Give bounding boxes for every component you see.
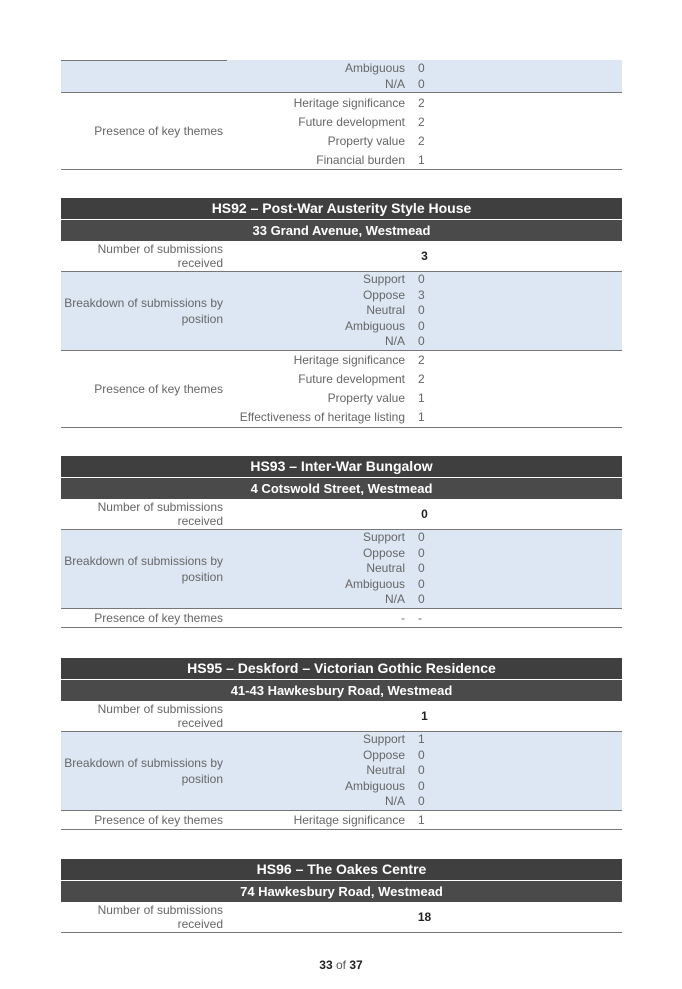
top-fragment — [61, 60, 622, 170]
table-address: 33 Grand Avenue, Westmead — [61, 219, 622, 241]
position-row: Neutral 0 — [366, 763, 425, 778]
table-title: HS95 – Deskford – Victorian Gothic Residence — [61, 658, 622, 679]
breakdown-label: Breakdown of submissions by position — [64, 296, 223, 326]
position-row: Ambiguous 0 — [344, 778, 425, 793]
heritage-table-hs93 — [61, 456, 622, 628]
submissions-count: 0 — [421, 507, 428, 521]
theme-row: Effectiveness of heritage listing 1 — [239, 410, 425, 424]
themes-label: Presence of key themes — [94, 382, 223, 396]
position-row: Ambiguous 0 — [344, 318, 425, 333]
theme-row: Heritage significance 1 — [293, 813, 425, 827]
theme-row: Future development 2 — [298, 372, 425, 386]
breakdown-label: Breakdown of submissions by position — [64, 756, 223, 786]
position-row: Ambiguous 0 — [344, 576, 425, 591]
theme-row: Heritage significance 2 — [293, 353, 425, 367]
submissions-label: Number of submissions received — [97, 500, 223, 528]
heritage-table-hs96 — [61, 859, 622, 933]
table-address: 74 Hawkesbury Road, Westmead — [61, 880, 622, 902]
position-row: Support 0 — [362, 530, 425, 544]
theme-row: Financial burden 1 — [316, 153, 425, 167]
position-row: Neutral 0 — [366, 303, 425, 318]
theme-row: Property value 1 — [327, 391, 425, 405]
themes-label: Presence of key themes — [94, 813, 223, 827]
position-row: Ambiguous 0 — [344, 61, 425, 75]
submissions-label: Number of submissions received — [97, 702, 223, 730]
themes-label: Presence of key themes — [94, 124, 223, 138]
submissions-count: 3 — [421, 249, 428, 263]
position-row: N/A 0 — [384, 592, 425, 607]
theme-row: Heritage significance 2 — [293, 96, 425, 110]
theme-row: Future development 2 — [298, 115, 425, 129]
position-row: Oppose 0 — [362, 545, 425, 560]
table-address: 4 Cotswold Street, Westmead — [61, 477, 622, 499]
page-number: 33 of 37 — [319, 958, 363, 972]
table-title: HS93 – Inter-War Bungalow — [61, 456, 622, 477]
theme-row: Property value 2 — [327, 134, 425, 148]
submissions-label: Number of submissions received — [97, 242, 223, 270]
submissions-count: 18 — [417, 910, 432, 924]
position-row: Neutral 0 — [366, 561, 425, 576]
position-row: N/A 0 — [384, 76, 425, 91]
heritage-table-hs95 — [61, 658, 622, 830]
position-row: N/A 0 — [384, 794, 425, 809]
position-row: Oppose 3 — [362, 287, 425, 302]
table-title: HS96 – The Oakes Centre — [61, 859, 622, 880]
submissions-label: Number of submissions received — [97, 903, 223, 931]
breakdown-label: Breakdown of submissions by position — [64, 554, 223, 584]
theme-row: - - — [401, 611, 422, 625]
position-row: N/A 0 — [384, 334, 425, 349]
table-title: HS92 – Post-War Austerity Style House — [61, 198, 622, 219]
submissions-count: 1 — [421, 709, 428, 723]
position-row: Support 1 — [362, 732, 425, 746]
position-row: Oppose 0 — [362, 747, 425, 762]
heritage-table-hs92 — [61, 198, 622, 428]
table-address: 41-43 Hawkesbury Road, Westmead — [61, 679, 622, 701]
position-row: Support 0 — [362, 272, 425, 286]
themes-label: Presence of key themes — [94, 611, 223, 625]
